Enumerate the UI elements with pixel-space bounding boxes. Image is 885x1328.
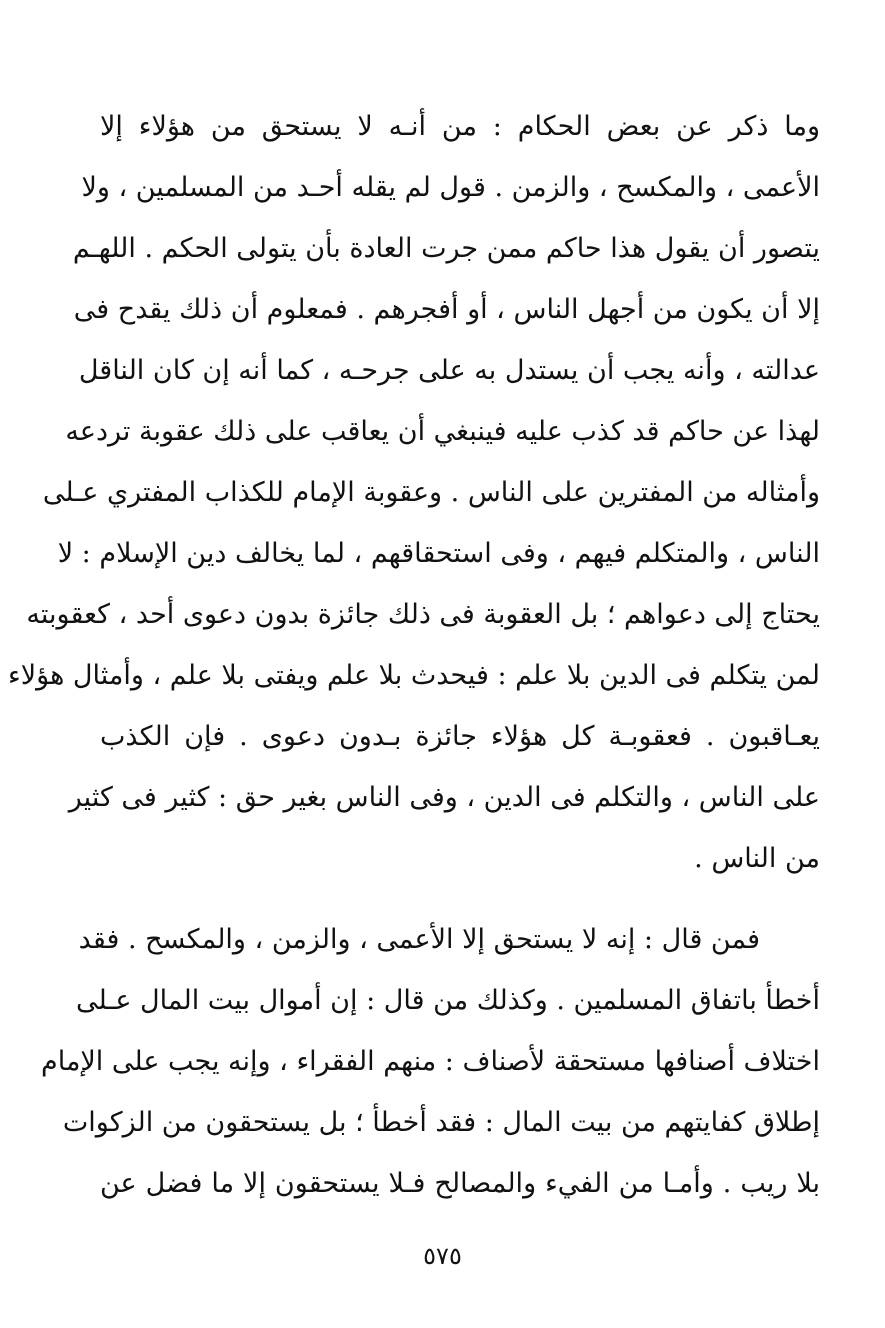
paragraph-1 <box>8 96 820 889</box>
text-line: يعـاقبون . فعقوبـة كل هؤلاء جائزة بـدون دعوى . فإن الكذب <box>100 721 820 752</box>
text-line: وما ذكر عن بعض الحكام : من أنـه لا يستحق من هؤلاء إلا <box>100 111 820 142</box>
text-line: فمن قال : إنه لا يستحق إلا الأعمى ، والزمن ، والمكسح . فقد <box>78 924 760 955</box>
text-line: إلا أن يكون من أجهل الناس ، أو أفجرهم . فمعلوم أن ذلك يقدح فى <box>73 294 820 325</box>
text-line: لهذا عن حاكم قد كذب عليه فينبغي أن يعاقب على ذلك عقوبة تردعه <box>65 416 820 447</box>
text-line: من الناس . <box>694 843 820 874</box>
text-line: يتصور أن يقول هذا حاكم ممن جرت العادة بأن يتولى الحكم . اللهـم <box>72 233 820 264</box>
text-line: اختلاف أصنافها مستحقة لأصناف : منهم الفقراء ، وإنه يجب على الإمام <box>41 1046 820 1077</box>
text-line: إطلاق كفايتهم من بيت المال : فقد أخطأ ؛ بل يستحقون من الزكوات <box>62 1107 820 1138</box>
text-line: أخطأ باتفاق المسلمين . وكذلك من قال : إن أموال بيت المال عـلى <box>76 985 820 1016</box>
text-line: لمن يتكلم فى الدين بلا علم : فيحدث بلا علم ويفتى بلا علم ، وأمثال هؤلاء <box>8 660 820 691</box>
text-line: بلا ريب . وأمـا من الفيء والمصالح فـلا يستحقون إلا ما فضل عن <box>100 1168 820 1199</box>
text-line: الأعمى ، والمكسح ، والزمن . قول لم يقله أحـد من المسلمين ، ولا <box>81 172 820 203</box>
paragraph-2 <box>41 909 820 1214</box>
text-line: على الناس ، والتكلم فى الدين ، وفى الناس بغير حق : كثير فى كثير <box>68 782 820 813</box>
text-line: الناس ، والمتكلم فيهم ، وفى استحقاقهم ، لما يخالف دين الإسلام : لا <box>57 538 820 569</box>
text-line: عدالته ، وأنه يجب أن يستدل به على جرحـه ، كما أنه إن كان الناقل <box>78 355 820 386</box>
text-line: وأمثاله من المفترين على الناس . وعقوبة الإمام للكذاب المفتري عـلى <box>42 477 820 508</box>
page-number: ٥٧٥ <box>423 1242 462 1270</box>
text-line: يحتاج إلى دعواهم ؛ بل العقوبة فى ذلك جائزة بدون دعوى أحد ، كعقوبته <box>26 599 820 630</box>
